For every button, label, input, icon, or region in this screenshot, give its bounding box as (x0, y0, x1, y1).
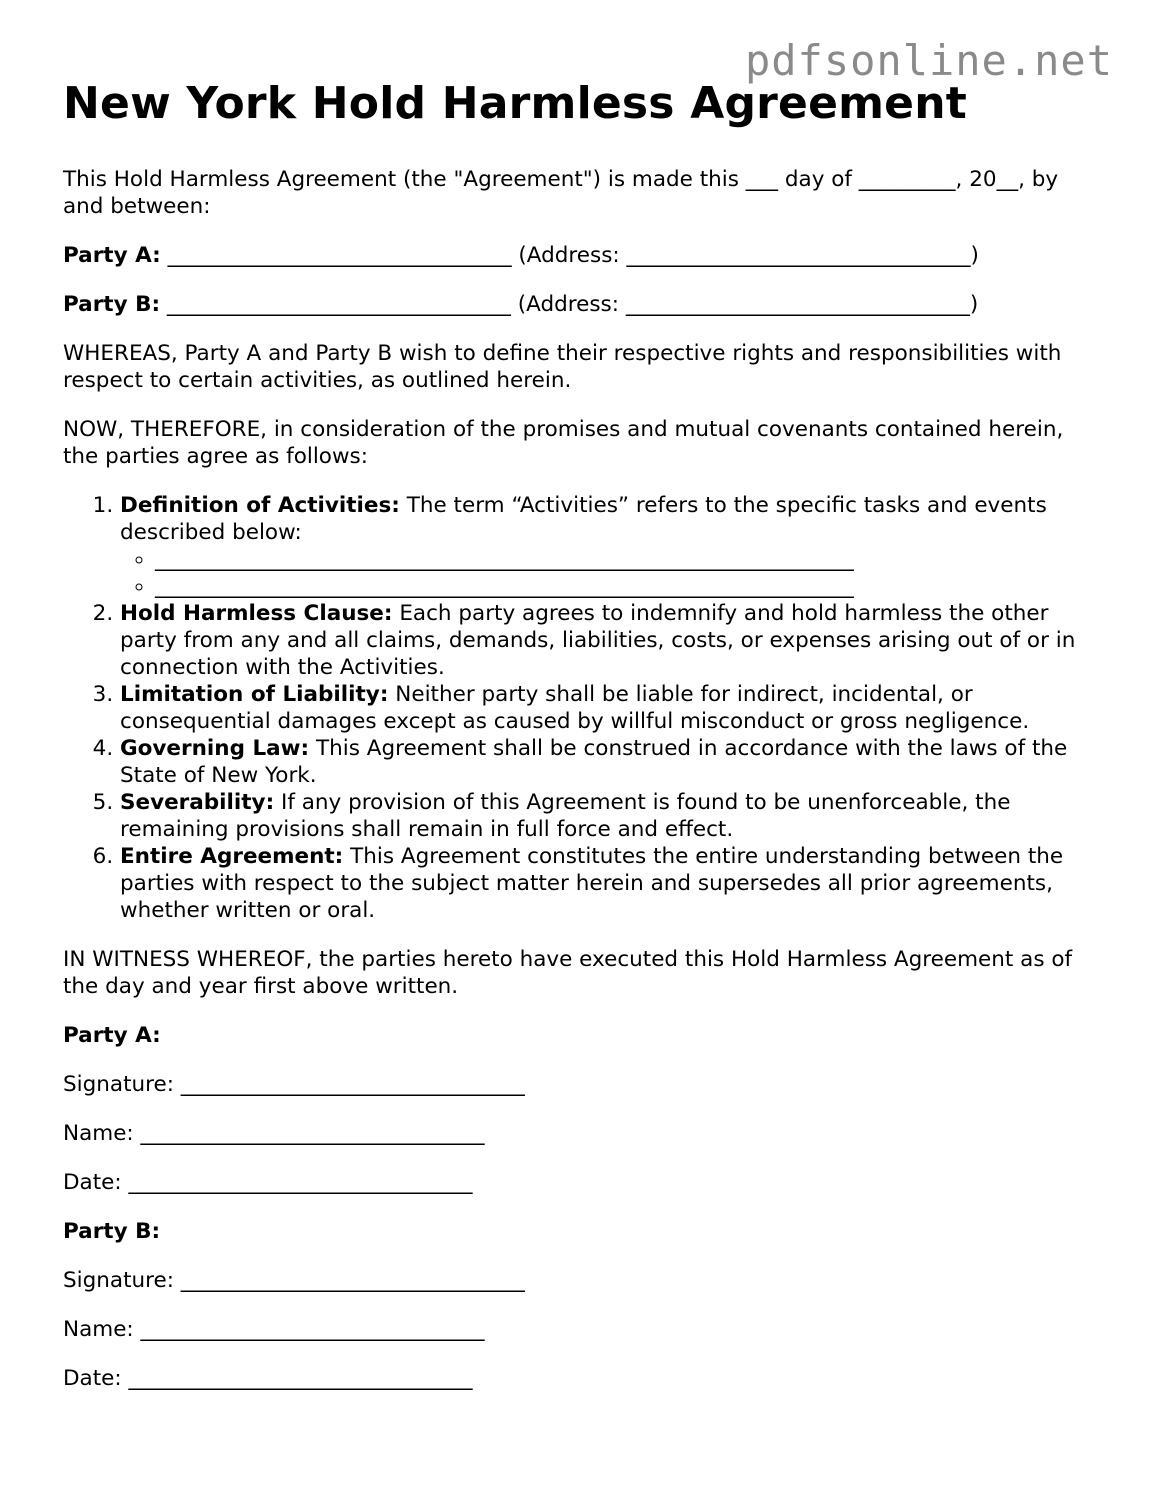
party-a-label: Party A: (63, 243, 161, 268)
term-item (120, 600, 1093, 681)
term-heading: Definition of Activities: (120, 493, 400, 518)
party-a-address: (Address: ________________________________) (511, 243, 979, 268)
activity-blanks-list (120, 546, 1093, 600)
term-text: This Agreement constitutes the entire understanding between the parties with respect to the subject matter herein and supersedes all prior agreements, whether written or oral. (120, 844, 1064, 923)
signature-block-party-a (63, 1022, 1093, 1196)
term-item (120, 681, 1093, 735)
party-b-address: (Address: ________________________________) (510, 292, 979, 317)
party-a-line (63, 242, 1093, 269)
party-b-label: Party B: (63, 292, 161, 317)
watermark-text: pdfsonline.net (744, 36, 1113, 85)
term-item (120, 735, 1093, 789)
date-field: Date: ________________________________ (63, 1366, 473, 1391)
term-heading: Governing Law: (120, 736, 310, 761)
signature-field: Signature: ________________________________ (63, 1268, 525, 1293)
term-text: Neither party shall be liable for indirect, incidental, or consequential damages except as caused by willful misconduct or gross negligence. (120, 682, 1030, 734)
intro-paragraph: This Hold Harmless Agreement (the "Agreement") is made this ___ day of _________, 20__, by and between: (63, 167, 1059, 219)
date-field: Date: ________________________________ (63, 1170, 473, 1195)
term-text: The term “Activities” refers to the specific tasks and events described below: (120, 493, 1047, 545)
signature-block-party-b (63, 1218, 1093, 1392)
signature-block-heading: Party B: (63, 1219, 161, 1244)
witness-paragraph: IN WITNESS WHEREOF, the parties hereto have executed this Hold Harmless Agreement as of the day and year first above written. (63, 947, 1073, 999)
term-text: If any provision of this Agreement is found to be unenforceable, the remaining provisions shall remain in full force and effect. (120, 790, 1011, 842)
activity-blank: ◦ _________________________________________________________________ (155, 573, 1093, 600)
term-item (120, 843, 1093, 924)
document-body (63, 166, 1093, 1414)
name-field: Name: ________________________________ (63, 1121, 485, 1146)
term-heading: Entire Agreement: (120, 844, 344, 869)
activity-blank: ◦ _________________________________________________________________ (155, 546, 1093, 573)
term-item (120, 789, 1093, 843)
party-b-line (63, 291, 1093, 318)
signature-block-heading: Party A: (63, 1023, 161, 1048)
party-a-name-blank: ________________________________ (167, 243, 512, 268)
term-item (120, 492, 1093, 600)
name-field: Name: ________________________________ (63, 1317, 485, 1342)
term-text: This Agreement shall be construed in accordance with the laws of the State of New York. (120, 736, 1068, 788)
party-b-name-blank: ________________________________ (166, 292, 511, 317)
terms-list (63, 492, 1093, 924)
now-therefore-paragraph: NOW, THEREFORE, in consideration of the promises and mutual covenants contained herein, the parties agree as follows: (63, 417, 1064, 469)
whereas-paragraph: WHEREAS, Party A and Party B wish to define their respective rights and responsibilities with respect to certain activities, as outlined herein. (63, 341, 1062, 393)
term-heading: Hold Harmless Clause: (120, 601, 393, 626)
term-heading: Limitation of Liability: (120, 682, 389, 707)
term-heading: Severability: (120, 790, 275, 815)
document-title: New York Hold Harmless Agreement (63, 78, 967, 129)
signature-field: Signature: ________________________________ (63, 1072, 525, 1097)
term-text: Each party agrees to indemnify and hold harmless the other party from any and all claims, demands, liabilities, costs, or expenses arising out of or in connection with the Activities. (120, 601, 1076, 680)
